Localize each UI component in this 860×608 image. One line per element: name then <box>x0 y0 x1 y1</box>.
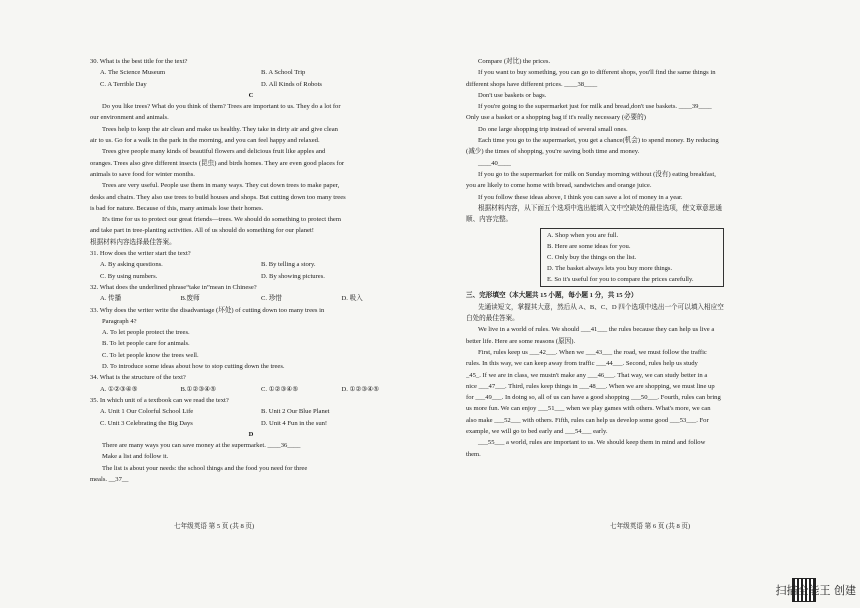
cloze-line: We live in a world of rules. We should ___41___ the rules because they can help us live a <box>478 326 715 334</box>
cloze-line: better life. Here are some reasons (原因). <box>466 337 576 345</box>
passage-d-line: different shops have different prices. ____38____ <box>466 80 598 88</box>
passage-d-line: Compare (对比) the prices. <box>478 58 551 65</box>
cloze-line: nice ___47___. Third, rules keep things in ___48___. When we are shopping, we must line up <box>466 382 715 390</box>
instruction: 根据材料内容选择最佳答案。 <box>90 238 176 246</box>
options-box <box>540 228 724 287</box>
option-32a: A. 传播 <box>100 295 122 303</box>
box-option-a: A. Shop when you are full. <box>547 232 619 240</box>
option-30b: B. A School Trip <box>261 69 306 77</box>
section-c-heading: C <box>248 91 254 99</box>
passage-d-line: Make a list and follow it. <box>102 453 169 461</box>
passage-c-line: animals to save food for winter months. <box>90 170 195 178</box>
instruction-cont: 顺、内容完整。 <box>466 216 513 224</box>
cloze-line: example, we will go to bed early and ___54___ early. <box>466 428 608 436</box>
passage-c-line: air to us. Go for a walk in the park in the morning, and you can feel happy and relaxed. <box>90 137 320 145</box>
option-32d: D. 吸入 <box>341 295 363 303</box>
exam-page-6 <box>430 0 860 608</box>
passage-d-line: meals. __37__ <box>90 475 129 483</box>
passage-c-line: Trees give people many kinds of beautiful flowers and delicious fruit like apples and <box>102 148 326 156</box>
cloze-line: them. <box>466 450 481 458</box>
box-option-e: E. So it's useful for you to compare the prices carefully. <box>547 276 694 284</box>
passage-d-line: If you want to buy something, you can go to different shops, you'll find the same things in <box>478 69 716 77</box>
question-33-cont: Paragraph 4? <box>102 317 137 325</box>
question-31: 31. How does the writer start the text? <box>90 250 191 258</box>
section-3-instruction: 先通读短文，掌握其大意，然后从 A、B、C、D 四个选项中选出一个可以填入相应空 <box>478 303 724 311</box>
page-5-content <box>90 56 412 485</box>
option-31c: C. By using numbers. <box>100 272 158 280</box>
page-footer-6: 七年级英语 第 6 页 (共 8 页) <box>610 523 691 530</box>
section-3-heading: 三、完形填空（本大题共 15 小题，每小题 1 分，共 15 分） <box>466 292 638 300</box>
question-33: 33. Why does the writer write the disadvantage (坏处) of cutting down too many trees in <box>90 306 325 314</box>
passage-d-line: If you follow these ideas above, I think you can save a lot of money in a year. <box>478 193 683 201</box>
passage-d-line: The list is about your needs: the school things and the food you need for three <box>102 464 308 472</box>
passage-c-line: Trees are very useful. People use them in many ways. They cut down trees to make paper, <box>102 182 340 190</box>
scanner-watermark: 扫描全能王 创建 <box>775 584 856 597</box>
passage-d-line: you are likely to come home with bread, sandwiches and orange juice. <box>466 182 652 190</box>
cloze-line: for ___49___. In doing so, all of us can have a good shopping ___50___. Fourth, rules can bring <box>466 394 721 402</box>
option-34c: C. ①②③④⑤ <box>261 385 299 393</box>
option-34b: B.①②③④⑤ <box>180 385 217 393</box>
option-35a: A. Unit 1 Our Colorful School Life <box>100 408 194 416</box>
passage-c-line: desks and chairs. They also use trees to build houses and shops. But cutting down too many trees <box>90 193 346 201</box>
question-30: 30. What is the best title for the text? <box>90 58 188 65</box>
option-31b: B. By telling a story. <box>261 261 316 269</box>
option-33d: D. To introduce some ideas about how to stop cutting down the trees. <box>102 363 285 371</box>
passage-c-line: It's time for us to protect our great friends—trees. We should do something to protect them <box>102 216 341 224</box>
box-option-c: C. Only buy the things on the list. <box>547 254 637 262</box>
option-30a: A. The Science Museum <box>100 69 166 77</box>
instruction: 根据材料内容，从下面五个选项中选出能填入文中空缺处的最佳选项，使文章意思通 <box>478 204 722 212</box>
passage-d-line: Each time you go to the supermarket, you get a chance(机会) to spend money. By reducing <box>478 137 719 145</box>
option-34d: D. ①②③④⑤ <box>341 385 380 393</box>
passage-c-line: our environment and animals. <box>90 114 169 122</box>
section-d-heading: D <box>248 430 254 438</box>
option-32b: B.废师 <box>180 295 200 303</box>
passage-d-line: There are many ways you can save money at the supermarket. ____36____ <box>102 442 301 450</box>
option-34a: A. ①②③④⑤ <box>100 385 138 393</box>
cloze-line: also make ___52___ with others. Fifth, rules can help us develop some good ___53___. For <box>466 416 709 424</box>
passage-d-line: (减少) the times of shopping, you're saving both time and money. <box>466 148 640 156</box>
cloze-line: _45_. If we are in class, we mustn't make any ___46___. That way, we can study better in a <box>466 371 708 379</box>
cloze-line: First, rules keep us ___42___. When we ___43___ the road, we must follow the traffic <box>478 348 707 356</box>
passage-d-line: If you're going to the supermarket just for milk and bread,don't use baskets. ____39____ <box>478 103 712 111</box>
passage-c-line: Trees help to keep the air clean and make us healthy. They take in dirty air and give clean <box>102 125 338 133</box>
question-34: 34. What is the structure of the text? <box>90 374 186 382</box>
option-33b: B. To let people care for animals. <box>102 340 190 348</box>
passage-d-line: Do one large shopping trip instead of several small ones. <box>478 125 628 133</box>
option-35d: D. Unit 4 Fun in the sun! <box>261 419 328 427</box>
page-footer-5: 七年级英语 第 5 页 (共 8 页) <box>174 523 255 530</box>
question-32: 32. What does the underlined phrase“take in”mean in Chinese? <box>90 283 257 291</box>
blank-40: ____40____ <box>478 159 511 167</box>
passage-d-line: If you go to the supermarket for milk on Sunday morning without (没有) eating breakfast, <box>478 170 716 178</box>
option-35b: B. Unit 2 Our Blue Planet <box>261 408 330 416</box>
cloze-line: us more fun. We can enjoy ___51___ when we play games with others. What's more, we can <box>466 405 711 413</box>
option-31d: D. By showing pictures. <box>261 272 325 280</box>
option-35c: C. Unit 3 Celebrating the Big Days <box>100 419 193 427</box>
passage-c-line: and take part in tree-planting activities. All of us should do something for our planet! <box>90 227 314 235</box>
box-option-b: B. Here are some ideas for you. <box>547 243 631 251</box>
passage-d-line: Don't use baskets or bags. <box>478 91 547 99</box>
box-option-d: D. The basket always lets you buy more things. <box>547 265 673 273</box>
option-30d: D. All Kinds of Robots <box>261 80 322 88</box>
cloze-line: ___55___ a world, rules are important to us. We should keep them in mind and follow <box>478 439 706 447</box>
section-3-instruction-cont: 白处的最佳答案。 <box>466 315 519 323</box>
passage-c-line: Do you like trees? What do you think of them? Trees are important to us. They do a lot for <box>102 103 341 111</box>
option-33a: A. To let people protect the trees. <box>102 329 190 337</box>
option-33c: C. To let people know the trees well. <box>102 351 199 359</box>
passage-d-line: Only use a basket or a shopping bag if it's really necessary (必要的) <box>466 114 646 122</box>
passage-c-line: oranges. Trees also give different insects (昆虫) and birds homes. They are even good places for <box>90 159 345 167</box>
option-31a: A. By asking questions. <box>100 261 163 269</box>
cloze-line: rules. In this way, we can keep away from traffic ___44___. Second, rules help us study <box>466 360 698 368</box>
option-32c: C. 珍惜 <box>261 295 282 303</box>
question-35: 35. In which unit of a textbook can we read the text? <box>90 396 229 404</box>
passage-c-line: is bad for nature. Because of this, many animals lose their homes. <box>90 204 264 212</box>
option-30c: C. A Terrible Day <box>100 80 147 88</box>
page-6-content <box>466 56 788 460</box>
